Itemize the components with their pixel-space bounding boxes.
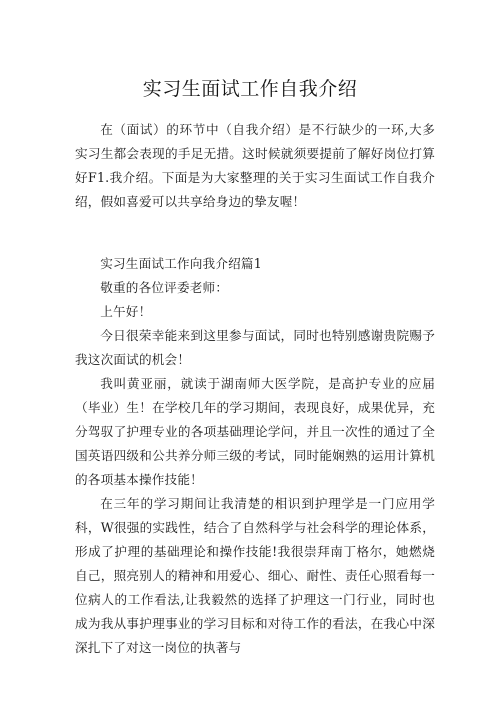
intro-block (75, 118, 435, 214)
body-paragraph: 我叫黄亚丽，就读于湖南师大医学院，是高护专业的应届（毕业）生！在学校几年的学习期间，表现良好，成果优异，充分驾驭了护理专业的各项基础理论学问，并且一次性的通过了全国英语四级和公共养分师三级的考试，同时能娴熟的运用计算机的各项基本操作技能！ (75, 376, 435, 487)
body-paragraph: 今日很荣幸能来到这里参与面试，同时也特别感谢贵院赐予我这次面试的机会！ (75, 328, 435, 367)
salutation: 敬重的各位评委老师： (100, 280, 229, 295)
body-paragraph: 在三年的学习期间让我清楚的相识到护理学是一门应用学科，W很强的实践性，结合了自然科学与社会科学的理论体系，形成了护理的基础理论和操作技能!我很崇拜南丁格尔，她燃烧自己，照亮别人的精神和用爱心、细心、耐性、责任心照看每一位病人的工作看法,让我毅然的选择了护理这一门行业，同时也成为我从事护理事业的学习目标和对待工作的看法，在我心中深深扎下了对这一岗位的执著与 (75, 496, 435, 655)
section-heading: 实习生面试工作向我介绍篇1 (100, 256, 262, 271)
greeting: 上午好！ (100, 304, 152, 319)
intro-paragraph: 在（面试）的环节中（自我介绍）是不行缺少的一环,大多实习生都会表现的手足无措。这时候就须要提前了解好岗位打算好F1.我介绍。下面是为大家整理的关于实习生面试工作自我介绍，假如喜爱可以共享给身边的挚友喔！ (75, 122, 435, 209)
section-block (75, 252, 435, 660)
document-title: 实习生面试工作自我介绍 (142, 78, 358, 100)
